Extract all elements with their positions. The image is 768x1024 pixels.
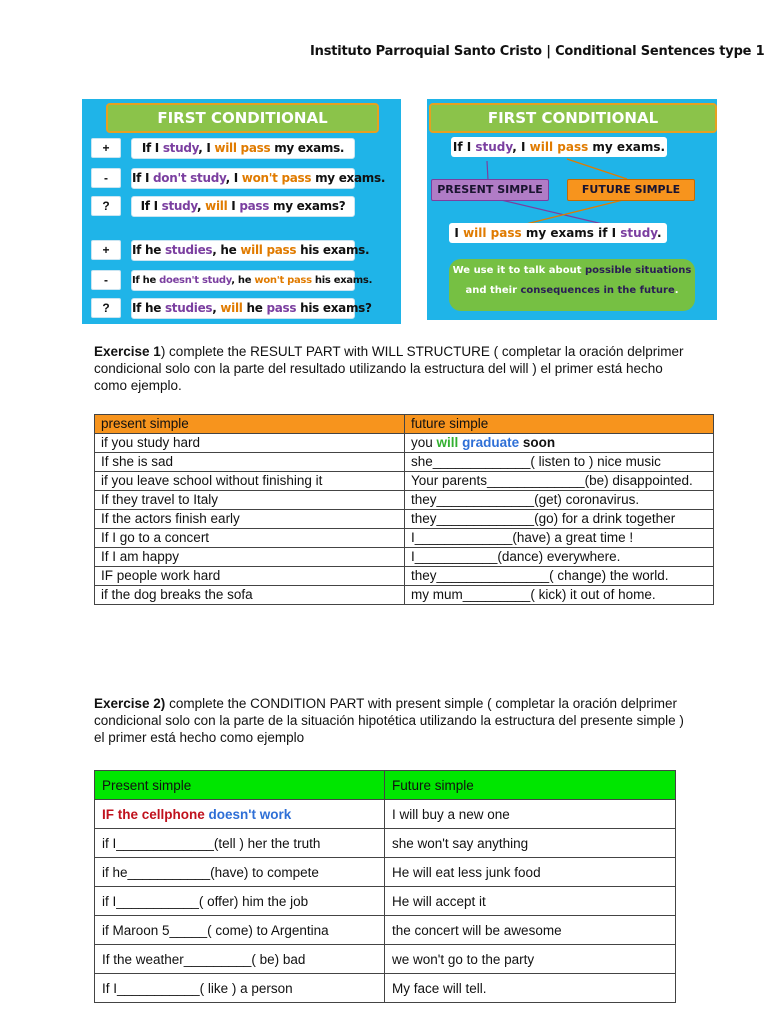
right-conditional-panel xyxy=(427,99,717,320)
exercise2-instructions: Exercise 2) complete the CONDITION PART with present simple ( completar la oración delprimer condicional solo con la parte de la situación hipotética utilizando la estructura del presente simple ) el primer está hecho como ejemplo xyxy=(94,696,684,745)
result-cell[interactable]: Your parents_____________(be) disappointed. xyxy=(405,472,714,491)
result-cell[interactable]: I___________(dance) everywhere. xyxy=(405,548,714,567)
sign-badge: - xyxy=(91,270,121,290)
result-cell: she won't say anything xyxy=(385,829,676,858)
exercise1-example-right: you will graduate soon xyxy=(405,434,714,453)
condition-cell[interactable]: if I_____________(tell ) her the truth xyxy=(95,829,385,858)
example-sentence: If I study, will I pass my exams? xyxy=(131,196,355,217)
exercise1-row xyxy=(95,453,714,472)
condition-cell: IF people work hard xyxy=(95,567,405,586)
exercise2-table xyxy=(94,770,676,1003)
sign-badge: ? xyxy=(91,196,121,216)
condition-cell[interactable]: if he___________(have) to compete xyxy=(95,858,385,887)
exercise1-table xyxy=(94,414,714,605)
result-cell: He will accept it xyxy=(385,887,676,916)
exercise2-example-left: IF the cellphone doesn't work xyxy=(95,800,385,829)
exercise1-row xyxy=(95,529,714,548)
result-cell: My face will tell. xyxy=(385,974,676,1003)
exercise2-head-left: Present simple xyxy=(95,771,385,800)
result-cell: He will eat less junk food xyxy=(385,858,676,887)
exercise2-header-row xyxy=(95,771,676,800)
result-cell[interactable]: she_____________( listen to ) nice music xyxy=(405,453,714,472)
exercise2-row xyxy=(95,829,676,858)
result-cell[interactable]: they_____________(go) for a drink together xyxy=(405,510,714,529)
sign-badge: + xyxy=(91,240,121,260)
exercise2-row xyxy=(95,916,676,945)
condition-cell: if the dog breaks the sofa xyxy=(95,586,405,605)
exercise2-row xyxy=(95,887,676,916)
right-panel-title: FIRST CONDITIONAL xyxy=(429,103,717,133)
present-simple-tag: PRESENT SIMPLE xyxy=(431,179,549,201)
left-conditional-panel xyxy=(82,99,401,324)
exercise1-header-row xyxy=(95,415,714,434)
exercise1-instructions: Exercise 1) complete the RESULT PART with WILL STRUCTURE ( completar la oración delprimer condicional solo con la parte del resultado utilizando la estructura del will ) el primer está hecho como ejemplo. xyxy=(94,344,684,393)
usage-note: We use it to talk about possible situations and their consequences in the future. xyxy=(449,259,695,311)
exercise2-example-right: I will buy a new one xyxy=(385,800,676,829)
condition-cell[interactable]: If the weather_________( be) bad xyxy=(95,945,385,974)
condition-cell: If she is sad xyxy=(95,453,405,472)
condition-cell[interactable]: If I___________( like ) a person xyxy=(95,974,385,1003)
exercise2-head-right: Future simple xyxy=(385,771,676,800)
sign-badge: ? xyxy=(91,298,121,318)
page-header: Instituto Parroquial Santo Cristo | Conditional Sentences type 1 xyxy=(310,44,765,59)
exercise2-row xyxy=(95,974,676,1003)
right-bottom-sentence: I will pass my exams if I study. xyxy=(449,223,667,243)
result-cell[interactable]: they_____________(get) coronavirus. xyxy=(405,491,714,510)
sign-badge: + xyxy=(91,138,121,158)
condition-cell: if you leave school without finishing it xyxy=(95,472,405,491)
exercise1-head-left: present simple xyxy=(95,415,405,434)
example-sentence: If he doesn't study, he won't pass his exams. xyxy=(131,270,355,291)
example-sentence: If I don't study, I won't pass my exams. xyxy=(131,168,355,189)
condition-cell[interactable]: if I___________( offer) him the job xyxy=(95,887,385,916)
result-cell[interactable]: I_____________(have) a great time ! xyxy=(405,529,714,548)
exercise1-row xyxy=(95,586,714,605)
future-simple-tag: FUTURE SIMPLE xyxy=(567,179,695,201)
result-cell[interactable]: they_______________( change) the world. xyxy=(405,567,714,586)
exercise1-head-right: future simple xyxy=(405,415,714,434)
exercise2-row xyxy=(95,945,676,974)
example-sentence: If he studies, will he pass his exams? xyxy=(131,298,355,319)
exercise1-example-left: if you study hard xyxy=(95,434,405,453)
result-cell: we won't go to the party xyxy=(385,945,676,974)
condition-cell: If I go to a concert xyxy=(95,529,405,548)
condition-cell: If they travel to Italy xyxy=(95,491,405,510)
result-cell: the concert will be awesome xyxy=(385,916,676,945)
example-sentence: If he studies, he will pass his exams. xyxy=(131,240,355,261)
condition-cell: If the actors finish early xyxy=(95,510,405,529)
condition-cell[interactable]: if Maroon 5_____( come) to Argentina xyxy=(95,916,385,945)
right-top-sentence: If I study, I will pass my exams. xyxy=(451,137,667,157)
example-sentence: If I study, I will pass my exams. xyxy=(131,138,355,159)
exercise2-example-row xyxy=(95,800,676,829)
exercise1-row xyxy=(95,472,714,491)
exercise1-row xyxy=(95,548,714,567)
exercise1-example-row xyxy=(95,434,714,453)
exercise1-row xyxy=(95,567,714,586)
exercise2-row xyxy=(95,858,676,887)
condition-cell: If I am happy xyxy=(95,548,405,567)
result-cell[interactable]: my mum_________( kick) it out of home. xyxy=(405,586,714,605)
exercise1-row xyxy=(95,491,714,510)
left-panel-title: FIRST CONDITIONAL xyxy=(106,103,379,133)
sign-badge: - xyxy=(91,168,121,188)
exercise1-row xyxy=(95,510,714,529)
